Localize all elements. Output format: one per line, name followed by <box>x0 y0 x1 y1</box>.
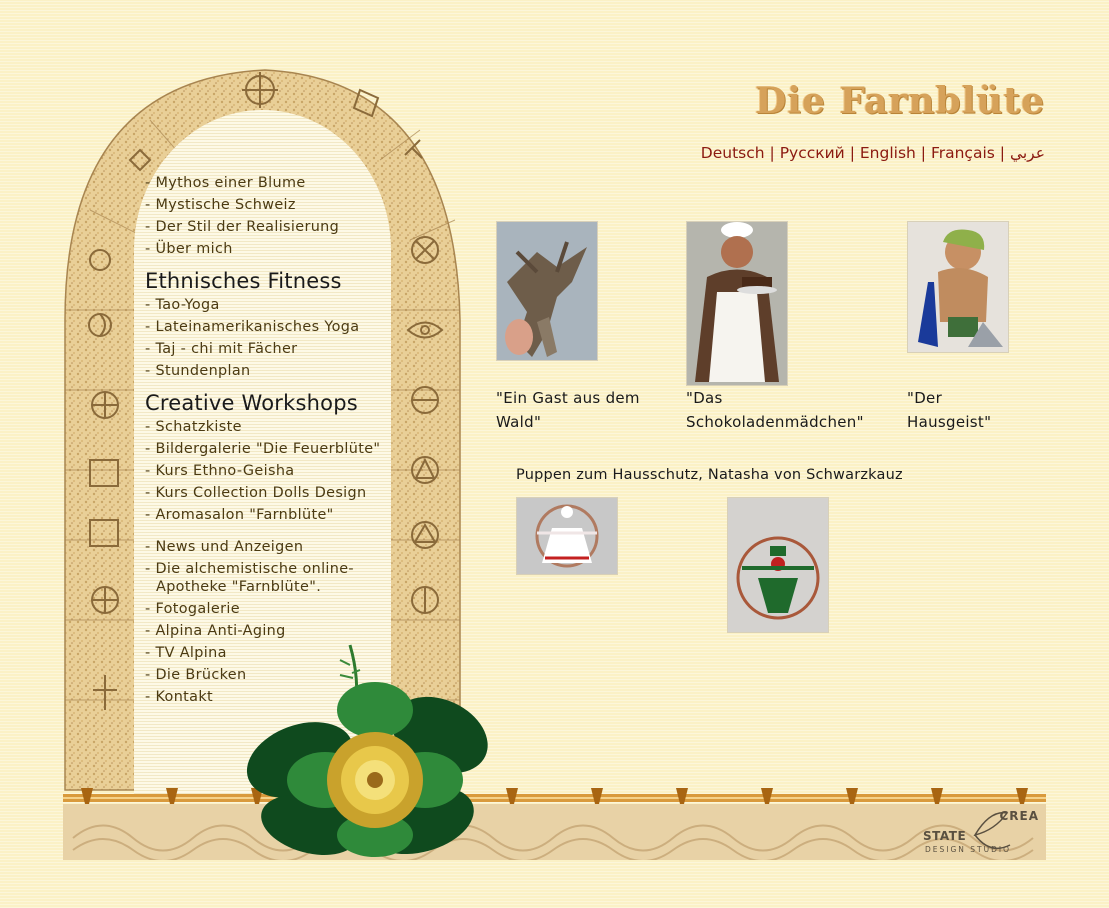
decorative-flower-image <box>240 640 500 860</box>
menu-item-tao-yoga[interactable]: - Tao-Yoga <box>145 297 220 313</box>
menu-item-kontakt[interactable]: - Kontakt <box>145 689 213 705</box>
ornamental-bottom-border <box>63 788 1046 860</box>
menu-item-stundenplan[interactable]: - Stundenplan <box>145 363 251 379</box>
menu-item-schatzkiste[interactable]: - Schatzkiste <box>145 419 242 435</box>
lang-separator: | <box>999 144 1006 162</box>
menu-item-mystische-schweiz[interactable]: - Mystische Schweiz <box>145 197 296 213</box>
menu-item-fotogalerie[interactable]: - Fotogalerie <box>145 601 240 617</box>
lang-separator: | <box>849 144 855 162</box>
menu-item-tv-alpina[interactable]: - TV Alpina <box>145 645 227 661</box>
menu-item-mythos[interactable]: - Mythos einer Blume <box>145 175 306 191</box>
menu-item-ethno-geisha[interactable]: - Kurs Ethno-Geisha <box>145 463 295 479</box>
crea-state-logo[interactable] <box>915 805 1045 857</box>
logo-text-crea: CREA <box>999 809 1039 823</box>
lang-link-arabic[interactable]: عربي <box>1009 144 1045 162</box>
lang-separator: | <box>769 144 775 162</box>
menu-item-ueber-mich[interactable]: - Über mich <box>145 241 233 257</box>
lang-link-russian[interactable]: Русский <box>779 144 845 162</box>
menu-item-stil[interactable]: - Der Stil der Realisierung <box>145 219 340 235</box>
amulet-dolls-heading: Puppen zum Hausschutz, Natasha von Schwarzkauz <box>516 467 903 483</box>
site-title-logo[interactable]: Die Farnblüte <box>755 80 1045 122</box>
lang-separator: | <box>920 144 927 162</box>
caption-house-spirit: "Der Hausgeist" <box>907 389 992 431</box>
caption-chocolate-girl: "Das Schokoladenmädchen" <box>686 389 864 431</box>
amulet-doll-image-white[interactable] <box>516 497 618 575</box>
menu-item-alpina-anti-aging[interactable]: - Alpina Anti-Aging <box>145 623 286 639</box>
menu-item-apotheke[interactable]: - Die alchemistische online-Apotheke "Farnblüte". <box>145 561 354 595</box>
lang-link-deutsch[interactable]: Deutsch <box>700 144 765 162</box>
caption-forest-guest: "Ein Gast aus dem Wald" <box>496 389 640 431</box>
doll-image-chocolate-girl[interactable] <box>686 221 788 386</box>
lang-link-english[interactable]: English <box>859 144 916 162</box>
logo-text-design-studio: DESIGN STUDIO <box>925 845 1012 854</box>
logo-text-state: STATE <box>923 829 967 843</box>
menu-spacer <box>145 526 395 536</box>
heading-ethnisches-fitness: Ethnisches Fitness <box>145 269 342 293</box>
main-menu <box>145 172 395 708</box>
menu-item-lateinamerikanisches-yoga[interactable]: - Lateinamerikanisches Yoga <box>145 319 360 335</box>
language-switcher <box>701 144 1045 162</box>
lang-link-francais[interactable]: Français <box>930 144 995 162</box>
amulet-doll-image-green[interactable] <box>727 497 829 633</box>
menu-item-taj-chi[interactable]: - Taj - chi mit Fächer <box>145 341 298 357</box>
menu-item-aromasalon[interactable]: - Aromasalon "Farnblüte" <box>145 507 334 523</box>
doll-image-house-spirit[interactable] <box>907 221 1009 353</box>
menu-item-collection-dolls[interactable]: - Kurs Collection Dolls Design <box>145 485 367 501</box>
menu-item-bildergalerie[interactable]: - Bildergalerie "Die Feuerblüte" <box>145 441 381 457</box>
doll-image-forest-guest[interactable] <box>496 221 598 361</box>
heading-creative-workshops: Creative Workshops <box>145 391 358 415</box>
menu-item-bruecken[interactable]: - Die Brücken <box>145 667 247 683</box>
menu-item-news[interactable]: - News und Anzeigen <box>145 539 304 555</box>
